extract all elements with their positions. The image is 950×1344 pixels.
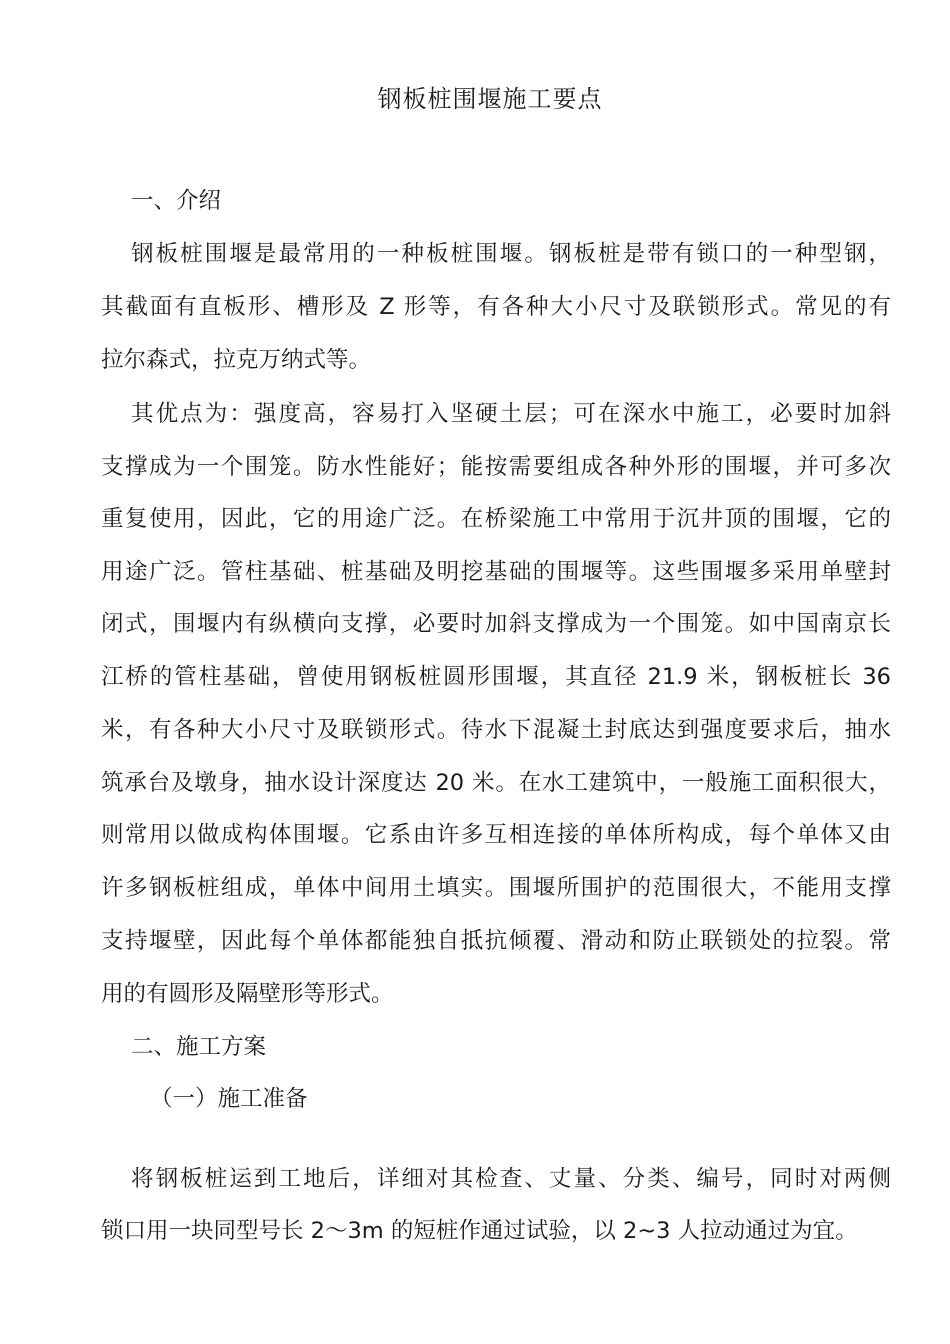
paragraph-line: 江桥的管柱基础，曾使用钢板桩圆形围堰，其直径 21.9 米，钢板桩长 36	[101, 664, 891, 690]
paragraph-line: 支持堰壁，因此每个单体都能独自抵抗倾覆、滑动和防止联锁处的拉裂。常	[101, 928, 891, 954]
paragraph-line: 其优点为：强度高，容易打入坚硬土层；可在深水中施工，必要时加斜	[131, 401, 891, 427]
paragraph-line: 钢板桩围堰是最常用的一种板桩围堰。钢板桩是带有锁口的一种型钢，	[131, 241, 891, 267]
section-heading-introduction: 一、介绍	[131, 188, 222, 214]
paragraph-line: 筑承台及墩身，抽水设计深度达 20 米。在水工建筑中，一般施工面积很大，	[101, 770, 891, 796]
subsection-heading-preparation: （一）施工准备	[150, 1086, 308, 1112]
paragraph-line: 则常用以做成构体围堰。它系由许多互相连接的单体所构成，每个单体又由	[101, 822, 891, 848]
paragraph-line: 用的有圆形及隔壁形等形式。	[101, 981, 394, 1007]
paragraph-line: 支撑成为一个围笼。防水性能好；能按需要组成各种外形的围堰，并可多次	[101, 454, 891, 480]
paragraph-line: 用途广泛。管柱基础、桩基础及明挖基础的围堰等。这些围堰多采用单壁封	[101, 559, 891, 585]
paragraph-line: 米，有各种大小尺寸及联锁形式。待水下混凝土封底达到强度要求后，抽水	[101, 717, 891, 743]
document-title: 钢板桩围堰施工要点	[377, 85, 603, 113]
paragraph-line: 锁口用一块同型号长 2～3m 的短桩作通过试验，以 2~3 人拉动通过为宜。	[101, 1218, 858, 1244]
section-heading-construction-plan: 二、施工方案	[131, 1034, 267, 1060]
paragraph-line: 许多钢板桩组成，单体中间用土填实。围堰所围护的范围很大，不能用支撑	[101, 875, 891, 901]
paragraph-line: 拉尔森式，拉克万纳式等。	[101, 347, 372, 373]
paragraph-line: 重复使用，因此，它的用途广泛。在桥梁施工中常用于沉井顶的围堰，它的	[101, 506, 891, 532]
paragraph-line: 闭式，围堰内有纵横向支撑，必要时加斜支撑成为一个围笼。如中国南京长	[101, 611, 891, 637]
paragraph-line: 其截面有直板形、槽形及 Z 形等，有各种大小尺寸及联锁形式。常见的有	[101, 294, 891, 320]
paragraph-line: 将钢板桩运到工地后，详细对其检查、丈量、分类、编号，同时对两侧	[131, 1166, 891, 1192]
